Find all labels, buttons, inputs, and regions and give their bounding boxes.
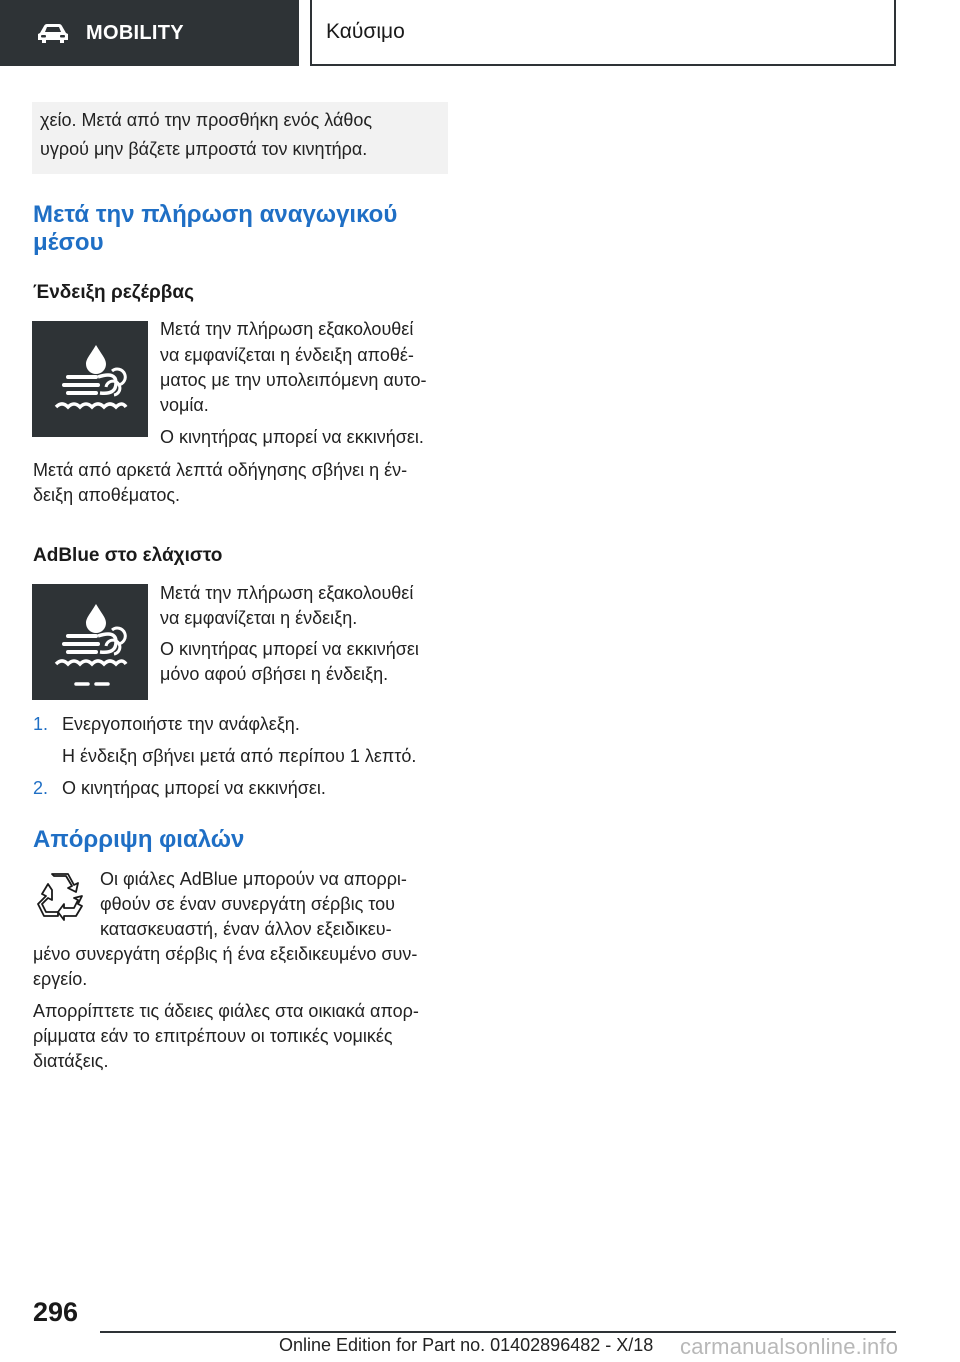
- disposal-para2-line: ρίμματα εάν το επιτρέπουν οι τοπικές νομικές: [33, 1026, 393, 1046]
- disposal-line: Οι φιάλες AdBlue μπορούν να απορρι-: [100, 869, 407, 889]
- minimum-line: Μετά την πλήρωση εξακολουθεί: [160, 583, 414, 603]
- chapter-tab: [310, 0, 896, 66]
- step-number: 2.: [33, 778, 49, 798]
- disposal-line: εργείο.: [33, 969, 88, 989]
- recycle-icon: [34, 870, 86, 922]
- step-number: 1.: [33, 714, 49, 734]
- reserve-line: ματος με την υπολειπόμενη αυτο-: [160, 370, 427, 390]
- reserve-engine-line: Ο κινητήρας μπορεί να εκκινήσει.: [160, 427, 424, 447]
- adblue-reserve-icon: [32, 321, 148, 437]
- section-title-refill-cont: μέσου: [33, 229, 104, 256]
- step-text: Ο κινητήρας μπορεί να εκκινήσει.: [62, 778, 326, 798]
- reserve-after-line: Μετά από αρκετά λεπτά οδήγησης σβήνει η έν-: [33, 460, 408, 480]
- disposal-line: φθούν σε έναν συνεργάτη σέρβις του: [100, 894, 395, 914]
- disposal-line: μένο συνεργάτη σέρβις ή ένα εξειδικευμένο συν-: [33, 944, 418, 964]
- page-number: 296: [33, 1297, 79, 1327]
- warning-line: χείο. Μετά από την προσθήκη ενός λάθος: [40, 110, 373, 130]
- step-text: Ενεργοποιήστε την ανάφλεξη.: [62, 714, 300, 734]
- section-label: MOBILITY: [86, 21, 184, 44]
- warning-box: [32, 102, 448, 174]
- reserve-after-line: δειξη αποθέματος.: [33, 485, 181, 505]
- disposal-para2-line: διατάξεις.: [33, 1051, 109, 1071]
- minimum-line: Ο κινητήρας μπορεί να εκκινήσει: [160, 639, 419, 659]
- step-note: Η ένδειξη σβήνει μετά από περίπου 1 λεπτό.: [62, 746, 417, 766]
- watermark: carmanualsonline.info: [680, 1334, 899, 1359]
- chapter-label: Καύσιμο: [326, 20, 405, 43]
- subsection-title-reserve: Ένδειξη ρεζέρβας: [33, 282, 194, 303]
- section-title-disposal: Απόρριψη φιαλών: [33, 826, 245, 853]
- reserve-line: να εμφανίζεται η ένδειξη αποθέ-: [160, 345, 414, 365]
- warning-line: υγρού μην βάζετε μπροστά τον κινητήρα.: [40, 139, 368, 159]
- minimum-line: να εμφανίζεται η ένδειξη.: [160, 608, 358, 628]
- reserve-line: νομία.: [160, 395, 209, 415]
- car-icon: [36, 22, 70, 44]
- page-header: [0, 0, 960, 66]
- edition-note: Online Edition for Part no. 01402896482 - X/18: [279, 1335, 654, 1355]
- subsection-title-minimum: AdBlue στο ελάχιστο: [33, 545, 223, 566]
- adblue-minimum-icon: [32, 584, 148, 700]
- section-title-refill: Μετά την πλήρωση αναγωγικού: [33, 201, 398, 228]
- minimum-line: μόνο αφού σβήσει η ένδειξη.: [160, 664, 389, 684]
- disposal-line: κατασκευαστή, έναν άλλον εξειδικευ-: [100, 919, 392, 939]
- section-tab: [0, 0, 299, 66]
- disposal-para2-line: Απορρίπτετε τις άδειες φιάλες στα οικιακά απορ-: [33, 1001, 419, 1021]
- reserve-line: Μετά την πλήρωση εξακολουθεί: [160, 319, 414, 339]
